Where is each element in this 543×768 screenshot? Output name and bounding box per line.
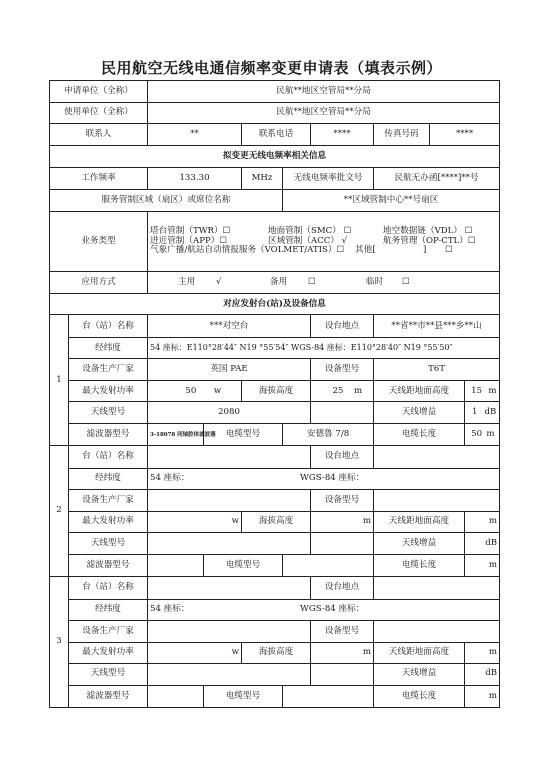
power-unit: w xyxy=(148,512,242,533)
station-1-model: T6T xyxy=(374,359,500,381)
station-1-filter: 3-18078 同轴腔体滤波器 xyxy=(148,424,204,446)
altitude-label: 海拔高度 xyxy=(242,381,311,402)
service-type-options xyxy=(148,211,500,272)
station-1-cable-length-value: 50 xyxy=(471,428,483,439)
usage-main-mark: √ xyxy=(216,277,222,288)
manufacturer-label: 设备生产厂家 xyxy=(69,490,148,512)
model-label: 设备型号 xyxy=(311,620,374,642)
ant-height-label: 天线距地面高度 xyxy=(374,381,465,402)
altitude-label: 海拔高度 xyxy=(242,512,311,533)
coords-54-label: 54 座标： xyxy=(150,473,190,484)
ant-model-label: 天线型号 xyxy=(69,532,148,554)
station-1-ant-height-unit: m xyxy=(488,385,497,396)
manufacturer-label: 设备生产厂家 xyxy=(69,620,148,642)
fax-label: 传真号码 xyxy=(374,123,430,145)
station-1-altitude-unit: m xyxy=(353,385,363,396)
coords-label: 经纬度 xyxy=(69,469,148,490)
service-vdl: 地空数据链（VDL） ☐ xyxy=(383,226,473,237)
section-frequency-info: 拟变更无线电频率相关信息 xyxy=(50,145,500,167)
location-label: 设台地点 xyxy=(311,446,374,469)
usage-label: 应用方式 xyxy=(50,272,148,294)
cable-length-unit: m xyxy=(465,554,500,576)
approval-label: 无线电频率批文号 xyxy=(283,167,374,189)
station-3-coords xyxy=(148,599,500,620)
altitude-unit: m xyxy=(311,642,374,663)
applicant-label: 申请单位（全称） xyxy=(50,81,148,103)
station-1-coords: 54 座标：E110°28′44″ N19 °55′54″ WGS-84 座标：E110°28′40″ N19 °55′50″ xyxy=(148,338,500,359)
station-1-power-unit: w xyxy=(213,385,222,396)
station-2-number: 2 xyxy=(50,446,69,577)
service-row-3 xyxy=(150,246,497,255)
station-1-gain-unit: dB xyxy=(484,406,497,417)
manufacturer-label: 设备生产厂家 xyxy=(69,359,148,381)
filter-label: 滤波器型号 xyxy=(69,424,148,446)
coords-wgs-label: WGS-84 座标： xyxy=(300,473,365,484)
application-form xyxy=(49,80,500,708)
power-unit: w xyxy=(148,642,242,663)
service-other: 其他[ xyxy=(355,245,376,256)
max-power-label: 最大发射功率 xyxy=(69,512,148,533)
station-name-label: 台（站）名称 xyxy=(69,446,148,469)
altitude-label: 海拔高度 xyxy=(242,642,311,663)
coords-wgs-label: WGS-84 座标： xyxy=(300,604,365,615)
usage-main: 主用 xyxy=(178,277,196,288)
service-type-label: 业务类型 xyxy=(50,211,148,272)
phone-label: 联系电话 xyxy=(242,123,311,145)
section-station-info: 对应发射台(站)及设备信息 xyxy=(50,294,500,315)
station-1-power xyxy=(148,381,242,402)
altitude-unit: m xyxy=(311,512,374,533)
station-1-ant-model: 2080 xyxy=(148,402,311,424)
coords-label: 经纬度 xyxy=(69,599,148,620)
freq-value: 133.30 xyxy=(148,167,242,189)
station-1-number: 1 xyxy=(50,315,69,446)
station-1-cable-length xyxy=(465,424,500,446)
ant-model-label: 天线型号 xyxy=(69,663,148,685)
service-opctl: 航务管理（OP-CTL）☐ xyxy=(383,235,476,246)
usage-temp: 临时 xyxy=(366,277,384,288)
cable-length-label: 电缆长度 xyxy=(374,685,465,707)
station-1-ant-height xyxy=(465,381,500,402)
phone-value: **** xyxy=(311,123,374,145)
contact-person-label: 联系人 xyxy=(50,123,148,145)
cable-label: 电缆型号 xyxy=(204,685,283,707)
service-app: 进近管制（APP）☐ xyxy=(150,235,228,246)
location-label: 设台地点 xyxy=(311,315,374,338)
location-label: 设台地点 xyxy=(311,576,374,599)
station-1-altitude-value: 25 xyxy=(332,385,344,396)
user-value: 民航**地区空管局**分局 xyxy=(148,102,500,123)
station-1-cable-length-unit: m xyxy=(486,428,495,439)
cable-length-label: 电缆长度 xyxy=(374,554,465,576)
station-1-ant-height-value: 15 xyxy=(471,385,483,396)
area-label: 服务管制区域（扇区）或席位名称 xyxy=(50,189,283,211)
model-label: 设备型号 xyxy=(311,490,374,512)
freq-label: 工作频率 xyxy=(50,167,148,189)
ant-height-label: 天线距地面高度 xyxy=(374,512,465,533)
station-1-name: ***对空台 xyxy=(148,315,311,338)
usage-options xyxy=(148,272,500,294)
ant-gain-label: 天线增益 xyxy=(374,663,465,685)
freq-unit: MHz xyxy=(242,167,283,189)
page-title: 民用航空无线电通信频率变更申请表（填表示例） xyxy=(100,59,442,77)
station-name-label: 台（站）名称 xyxy=(69,576,148,599)
ant-height-unit: m xyxy=(465,642,500,663)
cable-length-label: 电缆长度 xyxy=(374,424,465,446)
ant-height-unit: m xyxy=(465,512,500,533)
station-1-location: **省**市**县***乡**山 xyxy=(374,315,500,338)
gain-unit: dB xyxy=(465,663,500,685)
coords-54-label: 54 座标： xyxy=(150,604,190,615)
station-1-cable: 安德鲁 7/8 xyxy=(283,424,374,446)
coords-label: 经纬度 xyxy=(69,338,148,359)
ant-model-label: 天线型号 xyxy=(69,402,148,424)
ant-gain-label: 天线增益 xyxy=(374,532,465,554)
area-value: **区域管制中心**号扇区 xyxy=(283,189,500,211)
service-smc: 地面管制（SMC） ☐ xyxy=(268,226,352,237)
station-name-label: 台（站）名称 xyxy=(69,315,148,338)
ant-gain-label: 天线增益 xyxy=(374,402,465,424)
contact-person-value: ** xyxy=(148,123,242,145)
gain-unit: dB xyxy=(465,532,500,554)
model-label: 设备型号 xyxy=(311,359,374,381)
approval-value: 民航无办函[****]**号 xyxy=(374,167,500,189)
max-power-label: 最大发射功率 xyxy=(69,642,148,663)
usage-backup-mark: ☐ xyxy=(308,277,316,288)
usage-temp-mark: ☐ xyxy=(402,277,410,288)
service-other-close: ] xyxy=(423,245,427,256)
station-1-gain xyxy=(465,402,500,424)
filter-label: 滤波器型号 xyxy=(69,685,148,707)
cable-label: 电缆型号 xyxy=(204,424,283,446)
station-1-manufacturer: 英国 PAE xyxy=(148,359,311,381)
applicant-value: 民航**地区空管局**分局 xyxy=(148,81,500,103)
fax-value: **** xyxy=(430,123,500,145)
station-1-altitude xyxy=(311,381,374,402)
service-twr: 塔台管制（TWR）☐ xyxy=(150,226,231,237)
station-3-number: 3 xyxy=(50,576,69,707)
station-1-power-value: 50 xyxy=(185,385,197,396)
service-other-box: ☐ xyxy=(445,245,453,256)
cable-length-unit: m xyxy=(465,685,500,707)
user-label: 使用单位（全称） xyxy=(50,102,148,123)
service-volmet: 气象广播/航站自动情报服务（VOLMET/ATIS）☐ xyxy=(150,245,345,256)
service-acc: 区域管制（ACC） √ xyxy=(268,235,348,246)
station-2-coords xyxy=(148,469,500,490)
max-power-label: 最大发射功率 xyxy=(69,381,148,402)
usage-backup: 备用 xyxy=(270,277,288,288)
cable-label: 电缆型号 xyxy=(204,554,283,576)
ant-height-label: 天线距地面高度 xyxy=(374,642,465,663)
filter-label: 滤波器型号 xyxy=(69,554,148,576)
station-1-gain-value: 1 xyxy=(472,406,478,417)
